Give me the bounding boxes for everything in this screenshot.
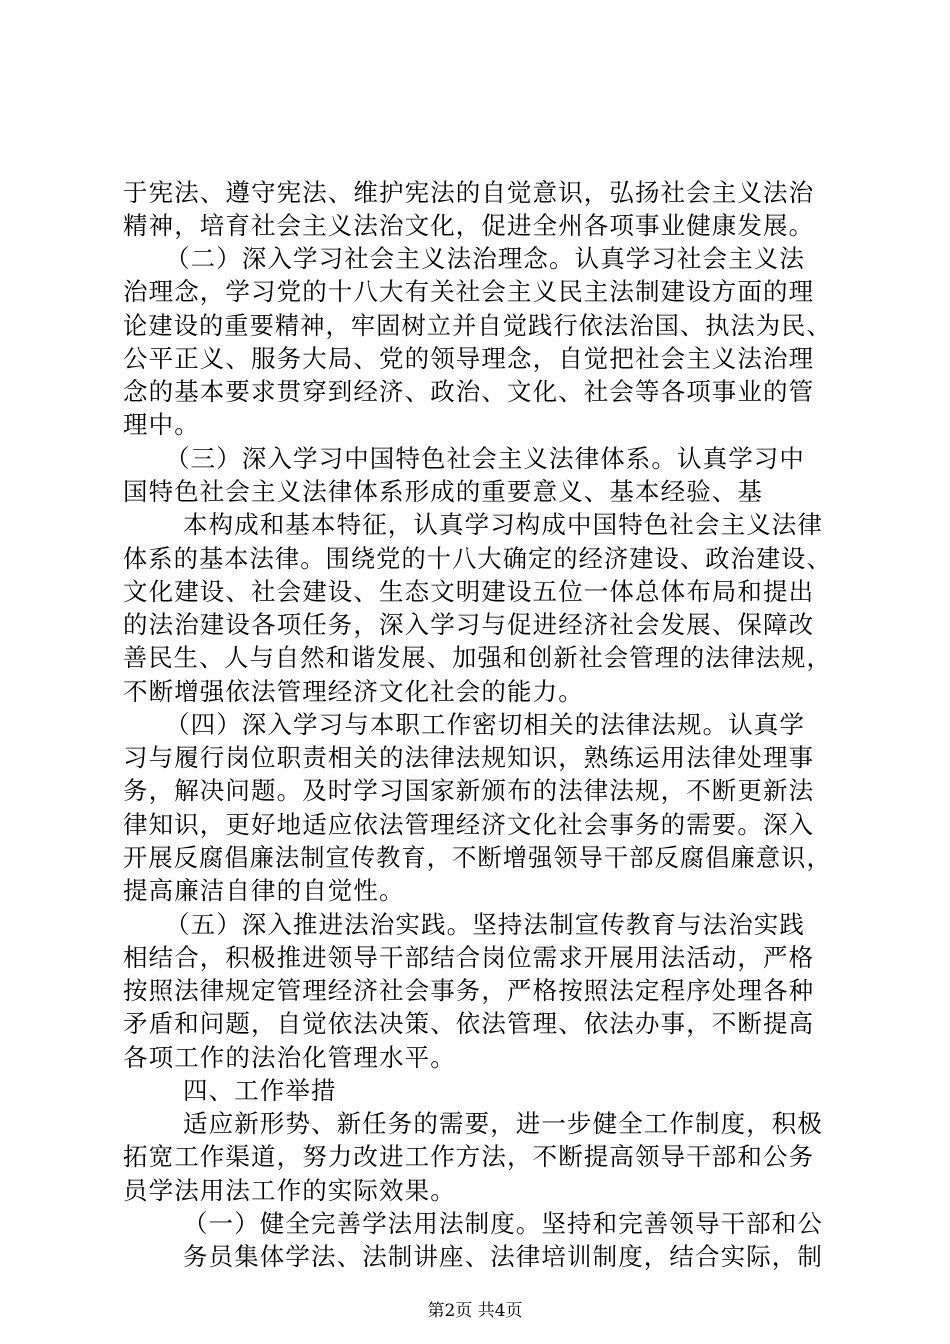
text-line: 体系的基本法律。围绕党的十八大确定的经济建设、政治建设、 <box>123 544 832 573</box>
text-line: 务，解决问题。及时学习国家新颁布的法律法规，不断更新法 <box>123 776 815 805</box>
text-line: 各项工作的法治化管理水平。 <box>123 1043 456 1072</box>
text-line: （二）深入学习社会主义法治理念。认真学习社会主义法 <box>165 244 805 273</box>
text-line: 相结合，积极推进领导干部结合岗位需求开展用法活动，严格 <box>123 943 815 972</box>
text-line: 不断增强依法管理经济文化社会的能力。 <box>123 677 584 706</box>
text-line: （一）健全完善学法用法制度。坚持和完善领导干部和公 <box>183 1209 823 1238</box>
text-line: 的法治建设各项任务，深入学习与促进经济社会发展、保障改 <box>123 610 815 639</box>
text-line: 念的基本要求贯穿到经济、政治、文化、社会等各项事业的管 <box>123 377 815 406</box>
text-line: （四）深入学习与本职工作密切相关的法律法规。认真学 <box>165 710 805 739</box>
text-line: 本构成和基本特征，认真学习构成中国特色社会主义法律 <box>183 510 823 539</box>
text-line: 于宪法、遵守宪法、维护宪法的自觉意识，弘扬社会主义法治 <box>123 178 815 207</box>
text-line: 公平正义、服务大局、党的领导理念，自觉把社会主义法治理 <box>123 344 815 373</box>
text-line: 拓宽工作渠道，努力改进工作方法，不断提高领导干部和公务 <box>123 1142 815 1171</box>
text-line: 论建设的重要精神，牢固树立并自觉践行依法治国、执法为民、 <box>123 311 832 340</box>
text-line: （三）深入学习中国特色社会主义法律体系。认真学习中 <box>165 444 805 473</box>
text-line: 开展反腐倡廉法制宣传教育，不断增强领导干部反腐倡廉意识， <box>123 843 832 872</box>
text-line: 适应新形势、新任务的需要，进一步健全工作制度，积极 <box>183 1109 823 1138</box>
section-heading: 四、工作举措 <box>183 1076 337 1105</box>
text-line: 律知识，更好地适应依法管理经济文化社会事务的需要。深入 <box>123 810 815 839</box>
text-line: 员学法用法工作的实际效果。 <box>123 1176 456 1205</box>
text-line: 国特色社会主义法律体系形成的重要意义、基本经验、基 <box>123 477 763 506</box>
text-line: 精神，培育社会主义法治文化，促进全州各项事业健康发展。 <box>123 211 815 240</box>
text-line: 按照法律规定管理经济社会事务，严格按照法定程序处理各种 <box>123 976 815 1005</box>
text-line: 矛盾和问题，自觉依法决策、依法管理、依法办事，不断提高 <box>123 1009 815 1038</box>
text-line: 务员集体学法、法制讲座、法律培训制度，结合实际，制 <box>183 1242 823 1271</box>
page-number: 第2页 共4页 <box>427 1301 523 1321</box>
text-line: 善民生、人与自然和谐发展、加强和创新社会管理的法律法规， <box>123 643 832 672</box>
text-line: 文化建设、社会建设、生态文明建设五位一体总体布局和提出 <box>123 577 815 606</box>
text-line: 治理念，学习党的十八大有关社会主义民主法制建设方面的理 <box>123 277 815 306</box>
text-line: （五）深入推进法治实践。坚持法制宣传教育与法治实践 <box>165 910 805 939</box>
text-line: 提高廉洁自律的自觉性。 <box>123 876 405 905</box>
text-line: 习与履行岗位职责相关的法律法规知识，熟练运用法律处理事 <box>123 743 815 772</box>
text-line: 理中。 <box>123 410 200 439</box>
